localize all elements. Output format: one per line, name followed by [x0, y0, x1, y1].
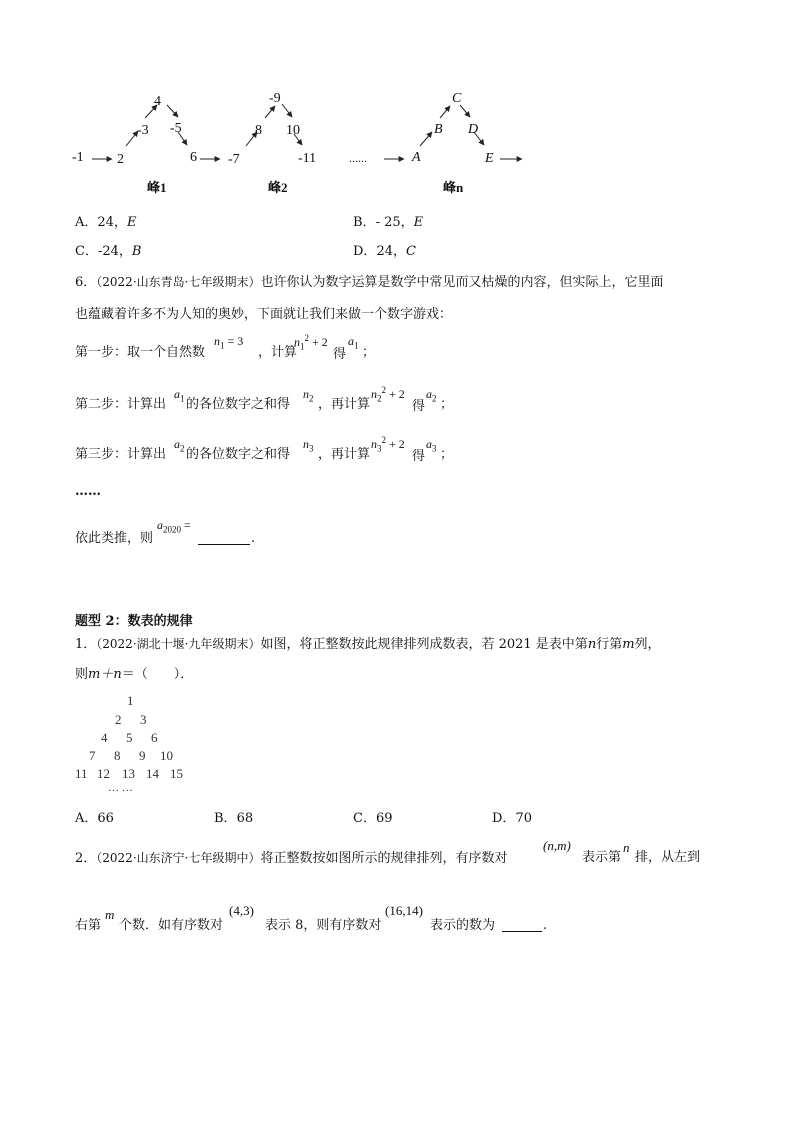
- option-value: 68: [236, 811, 254, 826]
- formula-n1-eq-3: $n_1 = 3$: [214, 334, 244, 351]
- peak1-label: 峰1: [147, 180, 167, 195]
- triangle-cell: 1: [127, 693, 134, 708]
- triangle-cell: 7: [89, 748, 96, 763]
- step-text: ；: [440, 397, 454, 412]
- section-title: 题型 2：数表的规律: [75, 614, 193, 629]
- option-value: 69: [375, 811, 393, 826]
- triangle-cell: 9: [139, 748, 146, 763]
- formula-a2020: $a_{2020}$ =: [157, 518, 191, 535]
- step-text: 的各位数字之和得: [186, 397, 291, 412]
- s2q2-line1: [75, 850, 507, 867]
- peak1-up: -3: [137, 123, 149, 138]
- peak2-up: 8: [255, 123, 262, 138]
- peakn-label: 峰n: [443, 180, 464, 195]
- option-value: 66: [97, 811, 114, 826]
- step-text: 得: [412, 449, 426, 464]
- question-number: 6．: [75, 275, 97, 290]
- option-letter: D．: [353, 244, 377, 259]
- peakn-up: B: [434, 122, 443, 137]
- s2q1-option-d[interactable]: [492, 811, 532, 827]
- option-var: B: [131, 244, 142, 259]
- question-text: 如图，将正整数按此规律排列成数表，若 2021 是表中第: [260, 637, 588, 652]
- step-text: 第二步：计算出: [75, 397, 167, 412]
- formula-a2: $a_2$: [174, 437, 185, 454]
- triangle-cell: 4: [101, 730, 108, 745]
- pair-n-m: (n,m): [543, 838, 571, 853]
- peak2-right: -11: [298, 151, 317, 166]
- question-text: 个数．如有序数对: [119, 918, 224, 933]
- question-source: （2022·湖北十堰·九年级期末）: [96, 637, 261, 651]
- step-text: 得: [412, 399, 426, 414]
- q5-option-c[interactable]: [75, 244, 141, 260]
- peak2-down: 10: [286, 123, 300, 138]
- peak1-top: 4: [154, 94, 161, 109]
- var-m: m: [622, 637, 635, 652]
- var-n: n: [587, 637, 597, 652]
- question-text: ＝（ ）．: [121, 667, 194, 682]
- q6-line1: [75, 274, 663, 291]
- step-text: .: [251, 531, 256, 546]
- step-text: 得: [333, 347, 347, 362]
- triangle-cell: 10: [160, 748, 173, 763]
- s2q1-option-b[interactable]: [214, 811, 253, 827]
- step-text: 依此类推，则: [75, 531, 154, 546]
- s2q1-line1: [75, 636, 661, 653]
- question-source: （2022·山东青岛·七年级期末）: [96, 275, 261, 289]
- option-letter: A．: [75, 215, 98, 230]
- question-source: （2022·山东济宁·七年级期中）: [96, 851, 261, 865]
- q6-line2: [75, 307, 452, 323]
- peak2-label: 峰2: [268, 180, 288, 195]
- option-var: E: [126, 215, 137, 230]
- q6-step2: [75, 397, 166, 413]
- var-m: m: [105, 907, 115, 922]
- pair-question: (16,14): [385, 903, 423, 918]
- option-value: 24，: [97, 215, 127, 230]
- step-text: 第三步：计算出: [75, 447, 167, 462]
- question-text: .: [543, 918, 548, 933]
- question-number: 2．: [75, 851, 97, 866]
- peakn-down: D: [468, 122, 479, 137]
- peakn-right: E: [485, 151, 494, 166]
- formula-n3: $n_3$: [303, 437, 314, 454]
- answer-blank[interactable]: [198, 530, 250, 545]
- s2q2-line2: [75, 918, 101, 934]
- diagram-dots: ......: [349, 151, 367, 165]
- question-text: 列，: [634, 637, 661, 652]
- option-var: C: [405, 244, 416, 259]
- triangle-cell: 15: [170, 766, 183, 781]
- triangle-cell: 6: [151, 730, 158, 745]
- peak1-down: -5: [170, 121, 182, 136]
- question-number: 1．: [75, 637, 97, 652]
- step-text: ，再计算: [318, 447, 371, 462]
- triangle-cell: 2: [115, 712, 122, 727]
- option-value: -24，: [97, 244, 132, 259]
- option-letter: A．: [75, 811, 98, 826]
- diagram-start: -1: [72, 150, 84, 165]
- peakn-top: C: [452, 91, 462, 106]
- q5-option-d[interactable]: [353, 244, 416, 260]
- step-text: ，再计算: [318, 397, 371, 412]
- step-text: ；: [440, 447, 454, 462]
- option-value: 70: [515, 811, 532, 826]
- question-text: 排，从左到: [635, 850, 701, 865]
- option-letter: B．: [214, 811, 237, 826]
- peak1-right: 6: [190, 150, 197, 165]
- triangle-cell: 13: [122, 766, 135, 781]
- formula-n3sq-plus-2: $n_3^2 + 2$: [371, 435, 405, 454]
- step-text: 的各位数字之和得: [186, 447, 291, 462]
- peaks-diagram: [60, 88, 540, 198]
- step-text: 第一步：取一个自然数: [75, 345, 206, 360]
- q6-conclusion: [75, 531, 153, 547]
- option-letter: C．: [353, 811, 376, 826]
- step-text: ；: [362, 345, 376, 360]
- triangle-dots: … …: [108, 782, 133, 794]
- triangle-cell: 12: [97, 766, 110, 781]
- formula-a1: $a_1$: [348, 334, 359, 351]
- question-text: 表示第: [582, 850, 622, 865]
- s2q1-option-c[interactable]: [353, 811, 393, 827]
- answer-blank[interactable]: [502, 917, 542, 932]
- option-value: - 25，: [375, 215, 414, 230]
- q5-option-b[interactable]: [353, 215, 423, 231]
- formula-a3: $a_3$: [426, 437, 437, 454]
- formula-n2: $n_2$: [303, 387, 314, 404]
- triangle-cell: 8: [114, 748, 121, 763]
- option-letter: B．: [353, 215, 376, 230]
- pair-example: (4,3): [229, 903, 254, 918]
- triangle-cell: 14: [146, 766, 159, 781]
- q6-step3: [75, 447, 166, 463]
- var-n: n: [623, 840, 630, 855]
- q5-option-a[interactable]: [75, 215, 136, 231]
- formula-n1sq-plus-2: $n_1^2 + 2$: [294, 333, 328, 352]
- s2q1-line2: [75, 667, 193, 683]
- question-text: 也蕴藏着许多不为人知的奥妙，下面就让我们来做一个数字游戏：: [75, 307, 453, 322]
- peakn-left: A: [412, 150, 421, 165]
- formula-a2: $a_2$: [426, 387, 437, 404]
- step-text: ，计算: [258, 345, 298, 360]
- triangle-cell: 3: [140, 712, 147, 727]
- question-text: 行第: [596, 637, 623, 652]
- question-text: 也许你认为数字运算是数学中常见而又枯燥的内容，但实际上，它里面: [260, 275, 664, 290]
- triangle-cell: 11: [75, 766, 88, 781]
- question-text: 则: [75, 667, 89, 682]
- peak2-top: -9: [269, 91, 281, 106]
- q6-ellipsis: ……: [75, 484, 101, 499]
- question-text: 表示的数为: [430, 918, 496, 933]
- s2q1-option-a[interactable]: [75, 811, 114, 827]
- formula-n2sq-plus-2: $n_2^2 + 2$: [371, 385, 405, 404]
- option-letter: C．: [75, 244, 98, 259]
- question-text: 右第: [75, 918, 102, 933]
- question-text: 表示 8，则有序数对: [265, 918, 382, 933]
- expr-m-plus-n: m＋n: [88, 667, 122, 682]
- peak1-left: 2: [117, 152, 124, 167]
- option-letter: D．: [492, 811, 516, 826]
- option-value: 24，: [376, 244, 406, 259]
- question-text: 将正整数按如图所示的规律排列，有序数对: [260, 851, 508, 866]
- formula-a1: $a_1$: [174, 387, 185, 404]
- q6-step1: [75, 345, 205, 361]
- option-var: E: [413, 215, 424, 230]
- triangle-cell: 5: [126, 730, 133, 745]
- peak2-left: -7: [228, 152, 240, 167]
